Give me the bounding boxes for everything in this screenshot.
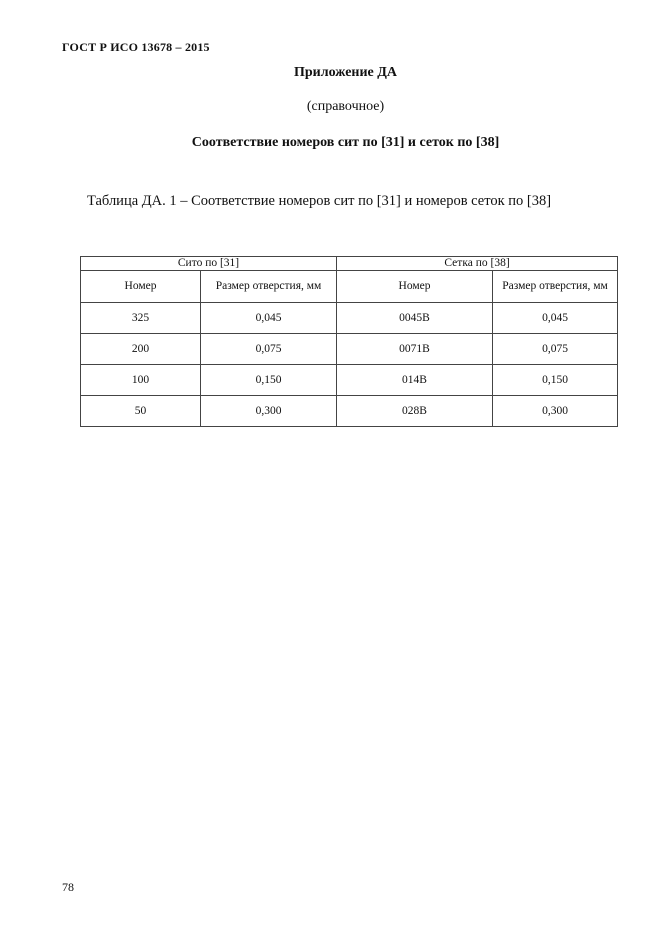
table-group-header-row	[81, 257, 618, 271]
cell-mesh-aperture: 0,045	[493, 303, 618, 334]
table-row	[81, 303, 618, 334]
annex-type: (справочное)	[306, 99, 385, 114]
cell-mesh-number: 014B	[337, 365, 493, 396]
cell-mesh-aperture: 0,150	[493, 365, 618, 396]
group-header-sieve: Сито по [31]	[81, 257, 337, 271]
column-header-sieve-number: Номер	[81, 271, 201, 303]
cell-mesh-number: 0071B	[337, 334, 493, 365]
standard-header: ГОСТ Р ИСО 13678 – 2015	[62, 40, 210, 54]
cell-sieve-number: 325	[81, 303, 201, 334]
table-row	[81, 334, 618, 365]
cell-mesh-aperture: 0,075	[493, 334, 618, 365]
cell-sieve-number: 100	[81, 365, 201, 396]
column-header-mesh-aperture: Размер отверстия, мм	[493, 271, 618, 303]
annex-title: Приложение ДА	[293, 65, 398, 80]
cell-sieve-aperture: 0,045	[201, 303, 337, 334]
cell-mesh-number: 028B	[337, 396, 493, 427]
column-header-mesh-number: Номер	[337, 271, 493, 303]
column-header-sieve-aperture: Размер отверстия, мм	[201, 271, 337, 303]
page-number: 78	[62, 880, 74, 894]
cell-mesh-aperture: 0,300	[493, 396, 618, 427]
cell-sieve-aperture: 0,075	[201, 334, 337, 365]
table-row	[81, 365, 618, 396]
cell-sieve-number: 50	[81, 396, 201, 427]
cell-mesh-number: 0045B	[337, 303, 493, 334]
table-caption: Таблица ДА. 1 – Соответствие номеров сит по [31] и номеров сеток по [38]	[87, 193, 552, 209]
table-row	[81, 396, 618, 427]
cell-sieve-aperture: 0,300	[201, 396, 337, 427]
group-header-mesh: Сетка по [38]	[337, 257, 618, 271]
cell-sieve-number: 200	[81, 334, 201, 365]
table-column-header-row	[81, 271, 618, 303]
correspondence-table	[80, 256, 618, 427]
section-heading: Соответствие номеров сит по [31] и сеток по [38]	[191, 135, 500, 150]
cell-sieve-aperture: 0,150	[201, 365, 337, 396]
